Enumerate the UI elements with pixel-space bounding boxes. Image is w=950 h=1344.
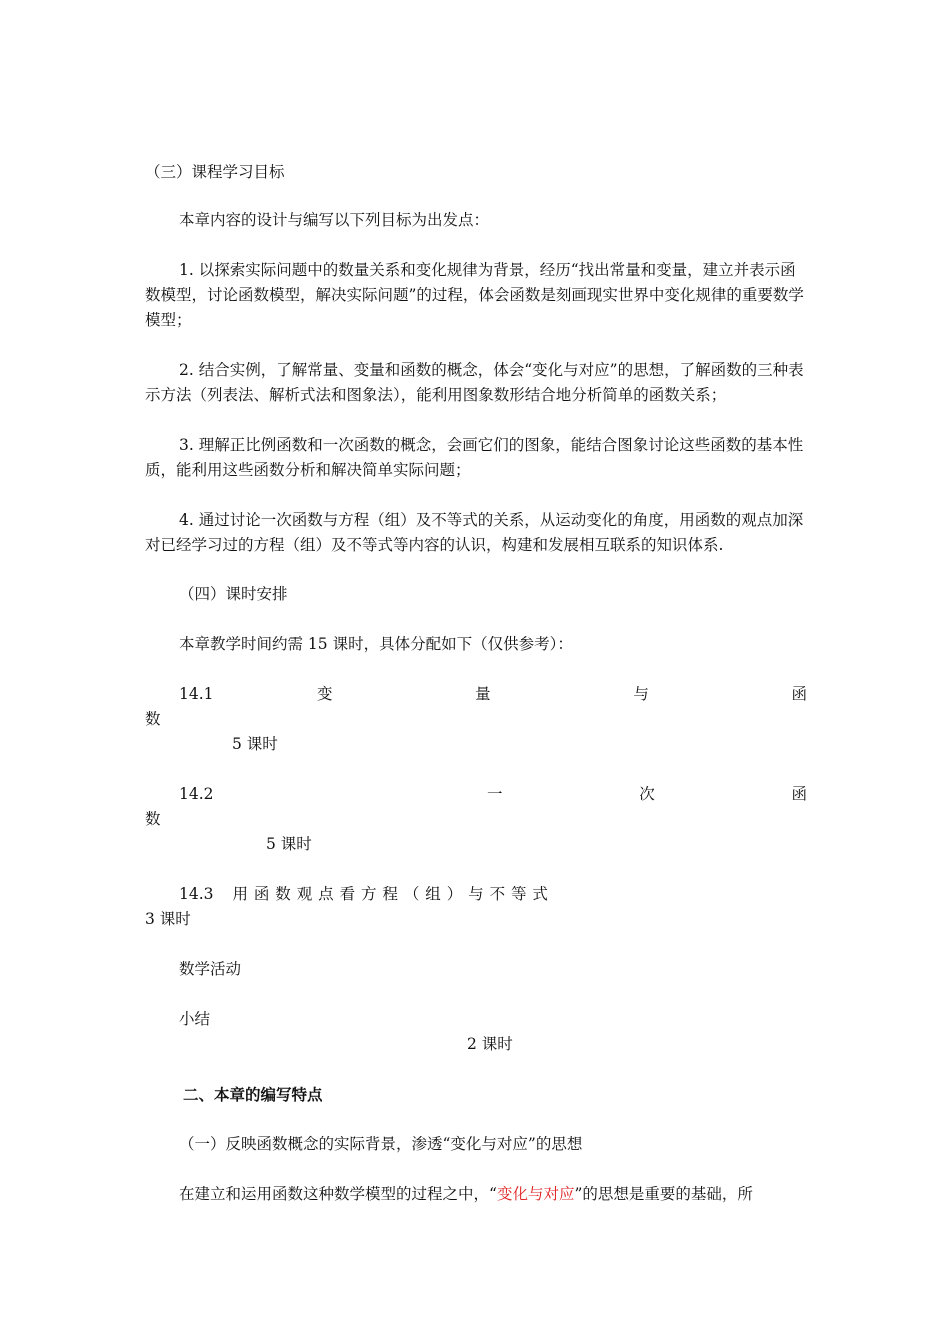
part-heading-writing-features: 二、本章的编写特点 <box>183 1085 323 1104</box>
schedule-summary: 小结 <box>179 1010 211 1028</box>
schedule-title: 用 函 数 观 点 看 方 程 （ 组 ） 与 不 等 式 <box>232 885 548 903</box>
schedule-math-activity: 数学活动 <box>179 960 242 978</box>
schedule-title-char: 次 <box>639 785 655 803</box>
schedule-num: 14.1 <box>179 685 214 703</box>
schedule-hours: 5 课时 <box>266 835 312 853</box>
highlight-text: 变化与对应 <box>496 1185 575 1203</box>
schedule-title-char: 与 <box>633 685 649 703</box>
schedule-hours: 3 课时 <box>145 910 191 928</box>
schedule-num: 14.3 <box>179 885 214 903</box>
paragraph-text: 在建立和运用函数这种数学模型的过程之中，“变化与对应”的思想是重要的基础，所 <box>179 1185 753 1203</box>
goals-intro: 本章内容的设计与编写以下列目标为出发点： <box>179 211 490 229</box>
schedule-row-14-1 <box>179 682 807 707</box>
schedule-title-char: 函 <box>791 785 807 803</box>
section-heading-schedule: （四）课时安排 <box>179 585 288 603</box>
schedule-title-wrap: 数 <box>145 710 161 728</box>
schedule-row-14-2 <box>179 782 807 807</box>
schedule-title-char: 量 <box>475 685 491 703</box>
schedule-title-char: 一 <box>487 785 503 803</box>
schedule-title-wrap: 数 <box>145 810 161 828</box>
schedule-row-14-3 <box>179 882 548 907</box>
schedule-hours: 2 课时 <box>467 1035 513 1053</box>
schedule-intro: 本章教学时间约需 15 课时，具体分配如下（仅供参考）： <box>179 635 573 653</box>
schedule-hours: 5 课时 <box>232 735 278 753</box>
section-heading-course-goals: （三）课程学习目标 <box>145 163 285 181</box>
goal-item-2: 2. 结合实例，了解常量、变量和函数的概念，体会“变化与对应”的思想，了解函数的三种表示方法（列表法、解析式法和图象法），能利用图象数形结合地分析简单的函数关系； <box>145 361 804 404</box>
goal-item-1: 1. 以探索实际问题中的数量关系和变化规律为背景，经历“找出常量和变量，建立并表示函数模型，讨论函数模型，解决实际问题”的过程，体会函数是刻画现实世界中变化规律的重要数学模型； <box>145 261 804 329</box>
goal-item-4: 4. 通过讨论一次函数与方程（组）及不等式的关系，从运动变化的角度，用函数的观点加深对已经学习过的方程（组）及不等式等内容的认识，构建和发展相互联系的知识体系. <box>145 511 804 554</box>
schedule-num: 14.2 <box>179 785 214 803</box>
schedule-title-char: 变 <box>317 685 333 703</box>
goal-item-3: 3. 理解正比例函数和一次函数的概念，会画它们的图象，能结合图象讨论这些函数的基本性质，能利用这些函数分析和解决简单实际问题； <box>145 436 804 479</box>
schedule-title-char: 函 <box>791 685 807 703</box>
subsection-heading-1: （一）反映函数概念的实际背景，渗透“变化与对应”的思想 <box>179 1135 583 1153</box>
